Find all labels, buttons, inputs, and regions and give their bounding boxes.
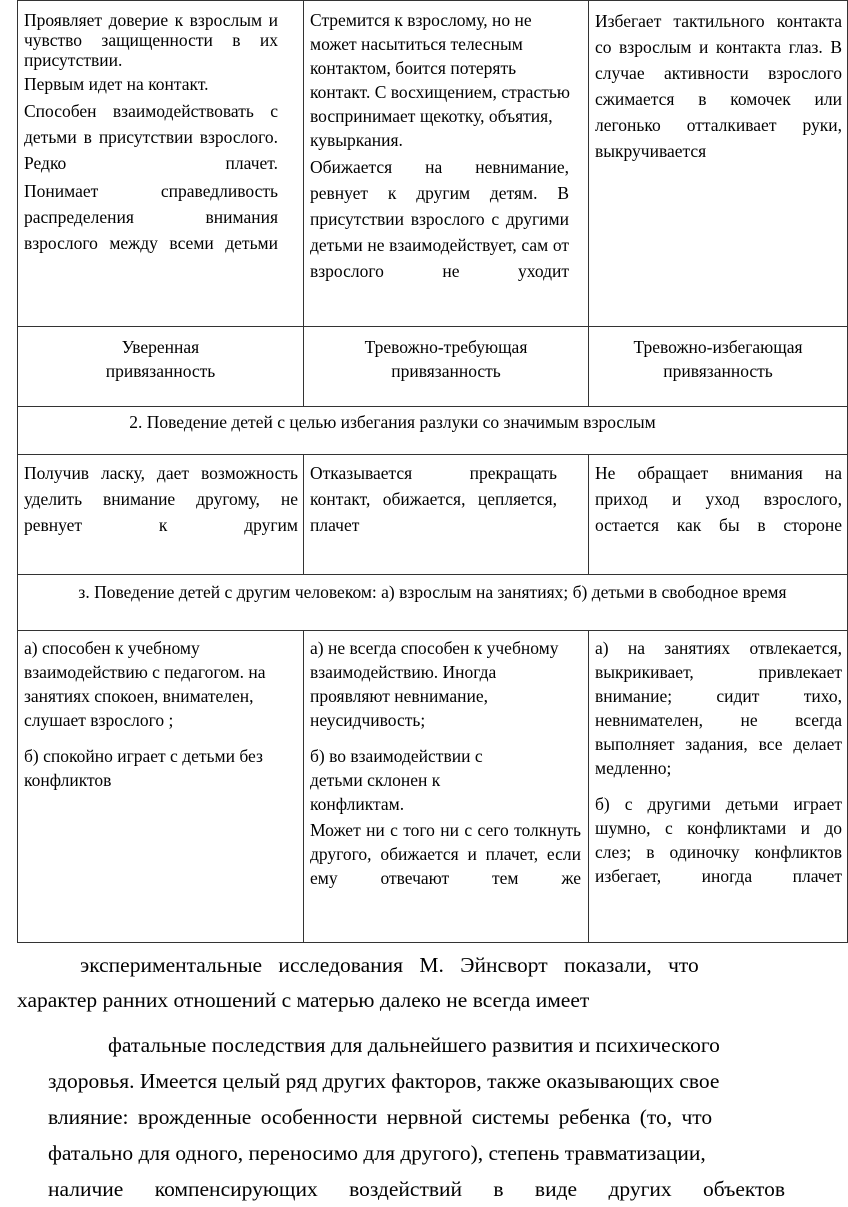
anxious-play-text: б) во взаимодействии с детьми склонен к конфликтам. bbox=[310, 746, 483, 814]
table-row-others bbox=[18, 631, 848, 943]
body-line-1: экспериментальные исследования М. Эйнсворт показали, что bbox=[80, 953, 699, 977]
anxious-contact-text: Стремится к взрослому, но не может насытиться телесным контактом, боится потерять контакт. С восхищением, страстью воспринимает щекотку, объятия, кувыркания. bbox=[310, 10, 570, 150]
cell-anxious-behavior bbox=[304, 1, 589, 327]
cell-anxious-separation: Отказывается прекращать контакт, обижается, цепляется, плачет bbox=[304, 455, 589, 575]
type-anxious: Тревожно-требующая привязанность bbox=[304, 327, 589, 407]
cell-secure-separation: Получив ласку, дает возможность уделить внимание другому, не ревнует к другим bbox=[18, 455, 304, 575]
type-secure: Уверенная привязанность bbox=[18, 327, 304, 407]
cell-anxious-others bbox=[304, 631, 589, 943]
avoidant-class-text: а) на занятиях отвлекается, выкрикивает, привлекает внимание; сидит тихо, невнимателен, не всегда выполняет задания, все делает медленно; bbox=[595, 638, 842, 778]
anxious-jealousy-text: Обижается на невнимание, ревнует к другим детям. В присутствии взрослого с другими детьми не взаимодействует, сам от взрослого не уходит bbox=[310, 157, 569, 281]
body-line-2: характер ранних отношений с матерью далеко не всегда имеет bbox=[17, 988, 590, 1012]
secure-contact-text: Первым идет на контакт. bbox=[24, 74, 209, 94]
table-row-section2 bbox=[18, 407, 848, 455]
body-line-7: наличие компенсирующих воздействий в виде других объектов bbox=[48, 1177, 786, 1201]
body-line-5: влияние: врожденные особенности нервной системы ребенка (то, что bbox=[48, 1105, 713, 1129]
secure-class-text: а) способен к учебному взаимодействию с педагогом. на занятиях спокоен, внимателен, слушает взрослого ; bbox=[24, 638, 266, 730]
cell-avoidant-others bbox=[589, 631, 848, 943]
secure-trust-text: Проявляет доверие к взрослым и чувство защищенности в их присутствии. bbox=[24, 10, 278, 70]
body-line-4: здоровья. Имеется целый ряд других факторов, также оказывающих свое bbox=[48, 1069, 720, 1093]
cell-secure-others bbox=[18, 631, 304, 943]
cell-secure-behavior bbox=[18, 1, 304, 327]
avoidant-play-text: б) с другими детьми играет шумно, с конфликтами и до слез; в одиночку конфликтов избегает, иногда плачет bbox=[595, 794, 842, 886]
body-line-3: фатальные последствия для дальнейшего развития и психического bbox=[108, 1033, 720, 1057]
cell-avoidant-separation: Не обращает внимания на приход и уход взрослого, остается как бы в стороне bbox=[589, 455, 848, 575]
secure-interaction-text: Способен взаимодействовать с детьми в присутствии взрослого. Редко плачет. bbox=[24, 101, 278, 173]
cell-avoidant-behavior bbox=[589, 1, 848, 327]
anxious-aggression-text: Может ни с того ни с сего толкнуть другого, обижается и плачет, если ему отвечают тем же bbox=[310, 820, 581, 888]
secure-fairness-text: Понимает справедливость распределения внимания взрослого между всеми детьми bbox=[24, 181, 278, 253]
section3-heading: з. Поведение детей с другим человеком: а) взрослым на занятиях; б) детьми в свободное время bbox=[18, 575, 848, 631]
type-avoidant: Тревожно-избегающая привязанность bbox=[589, 327, 848, 407]
body-line-6: фатально для одного, переносимо для другого), степень травматизации, bbox=[48, 1141, 706, 1165]
section2-heading: 2. Поведение детей с целью избегания разлуки со значимым взрослым bbox=[18, 407, 848, 455]
anxious-class-text: а) не всегда способен к учебному взаимодействию. Иногда проявляют невнимание, неусидчивость; bbox=[310, 638, 559, 730]
secure-play-text: б) спокойно играет с детьми без конфликтов bbox=[24, 746, 263, 790]
avoidant-contact-text: Избегает тактильного контакта со взрослым и контакта глаз. В случае активности взрослого сжимается в комочек или легонько отталкивает руки, выкручивается bbox=[595, 11, 842, 161]
table-row-separation bbox=[18, 455, 848, 575]
attachment-table bbox=[17, 0, 848, 943]
table-row-section3 bbox=[18, 575, 848, 631]
table-row-types bbox=[18, 327, 848, 407]
table-row-behavior bbox=[18, 1, 848, 327]
